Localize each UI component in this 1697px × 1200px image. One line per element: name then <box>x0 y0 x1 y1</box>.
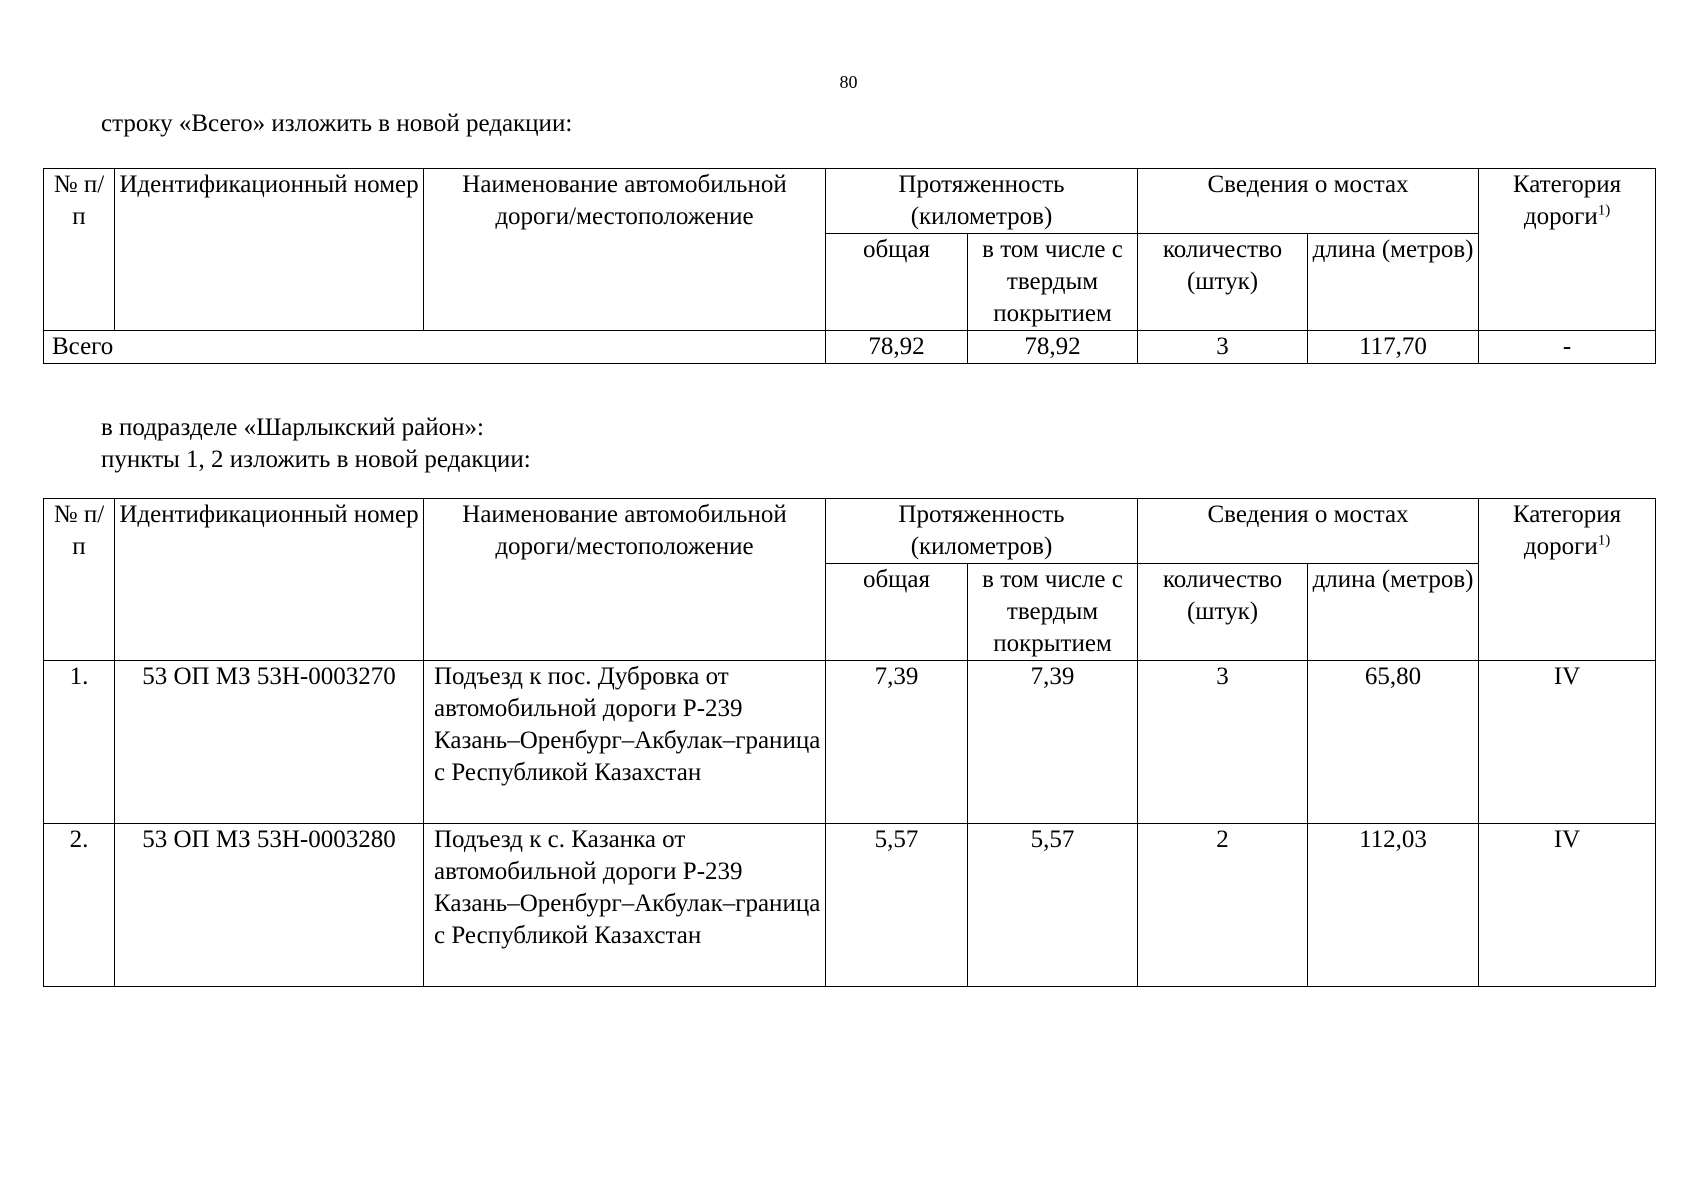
intro-total-row: строку «Всего» изложить в новой редакции: <box>101 110 573 137</box>
total-label: Всего <box>44 331 826 364</box>
header-length: Протяженность (километров) <box>826 169 1138 234</box>
header-bridges: Сведения о мостах <box>1138 499 1479 564</box>
header-bridge-count: количество (штук) <box>1138 564 1308 661</box>
intro-items: пункты 1, 2 изложить в новой редакции: <box>101 446 531 473</box>
row-length-total: 7,39 <box>826 661 968 824</box>
row-id: 53 ОП МЗ 53Н-0003280 <box>115 824 424 987</box>
header-id: Идентификационный номер <box>115 499 424 661</box>
header-id: Идентификационный номер <box>115 169 424 331</box>
header-bridge-count: количество (штук) <box>1138 234 1308 331</box>
header-category-label: Категория дороги <box>1512 171 1622 230</box>
total-bridge-length: 117,70 <box>1308 331 1479 364</box>
row-id: 53 ОП МЗ 53Н-0003270 <box>115 661 424 824</box>
table-row <box>44 824 1656 987</box>
header-length-total: общая <box>826 564 968 661</box>
total-row <box>44 331 1656 364</box>
row-num: 2. <box>44 824 115 987</box>
header-length-paved: в том числе с твердым покрытием <box>968 234 1138 331</box>
row-category: IV <box>1479 824 1656 987</box>
header-bridge-length: длина (метров) <box>1308 234 1479 331</box>
row-bridge-length: 65,80 <box>1308 661 1479 824</box>
row-bridge-length: 112,03 <box>1308 824 1479 987</box>
header-name: Наименование автомобильной дороги/местоположение <box>424 169 826 331</box>
row-length-paved: 7,39 <box>968 661 1138 824</box>
intro-subsection: в подразделе «Шарлыкский район»: <box>101 414 484 441</box>
row-length-paved: 5,57 <box>968 824 1138 987</box>
row-category: IV <box>1479 661 1656 824</box>
row-name: Подъезд к с. Казанка от автомобильной дороги Р-239 Казань–Оренбург–Акбулак–граница с Республикой Казахстан <box>424 824 826 987</box>
header-category-footnote: 1) <box>1597 532 1611 549</box>
header-category-label: Категория дороги <box>1512 501 1622 560</box>
header-category-footnote: 1) <box>1597 202 1611 219</box>
header-length: Протяженность (километров) <box>826 499 1138 564</box>
row-num: 1. <box>44 661 115 824</box>
header-name: Наименование автомобильной дороги/местоположение <box>424 499 826 661</box>
row-length-total: 5,57 <box>826 824 968 987</box>
row-bridge-count: 2 <box>1138 824 1308 987</box>
row-bridge-count: 3 <box>1138 661 1308 824</box>
header-num: № п/п <box>44 169 115 331</box>
total-bridge-count: 3 <box>1138 331 1308 364</box>
total-table <box>43 168 1656 364</box>
table-row <box>44 661 1656 824</box>
header-length-paved: в том числе с твердым покрытием <box>968 564 1138 661</box>
header-num: № п/п <box>44 499 115 661</box>
header-category <box>1479 499 1656 661</box>
total-length-total: 78,92 <box>826 331 968 364</box>
total-length-paved: 78,92 <box>968 331 1138 364</box>
row-name: Подъезд к пос. Дубровка от автомобильной дороги Р-239 Казань–Оренбург–Акбулак–граница с Республикой Казахстан <box>424 661 826 824</box>
header-category <box>1479 169 1656 331</box>
header-bridges: Сведения о мостах <box>1138 169 1479 234</box>
total-category: - <box>1479 331 1656 364</box>
page-number: 80 <box>839 72 858 92</box>
header-length-total: общая <box>826 234 968 331</box>
items-table <box>43 498 1656 987</box>
header-bridge-length: длина (метров) <box>1308 564 1479 661</box>
